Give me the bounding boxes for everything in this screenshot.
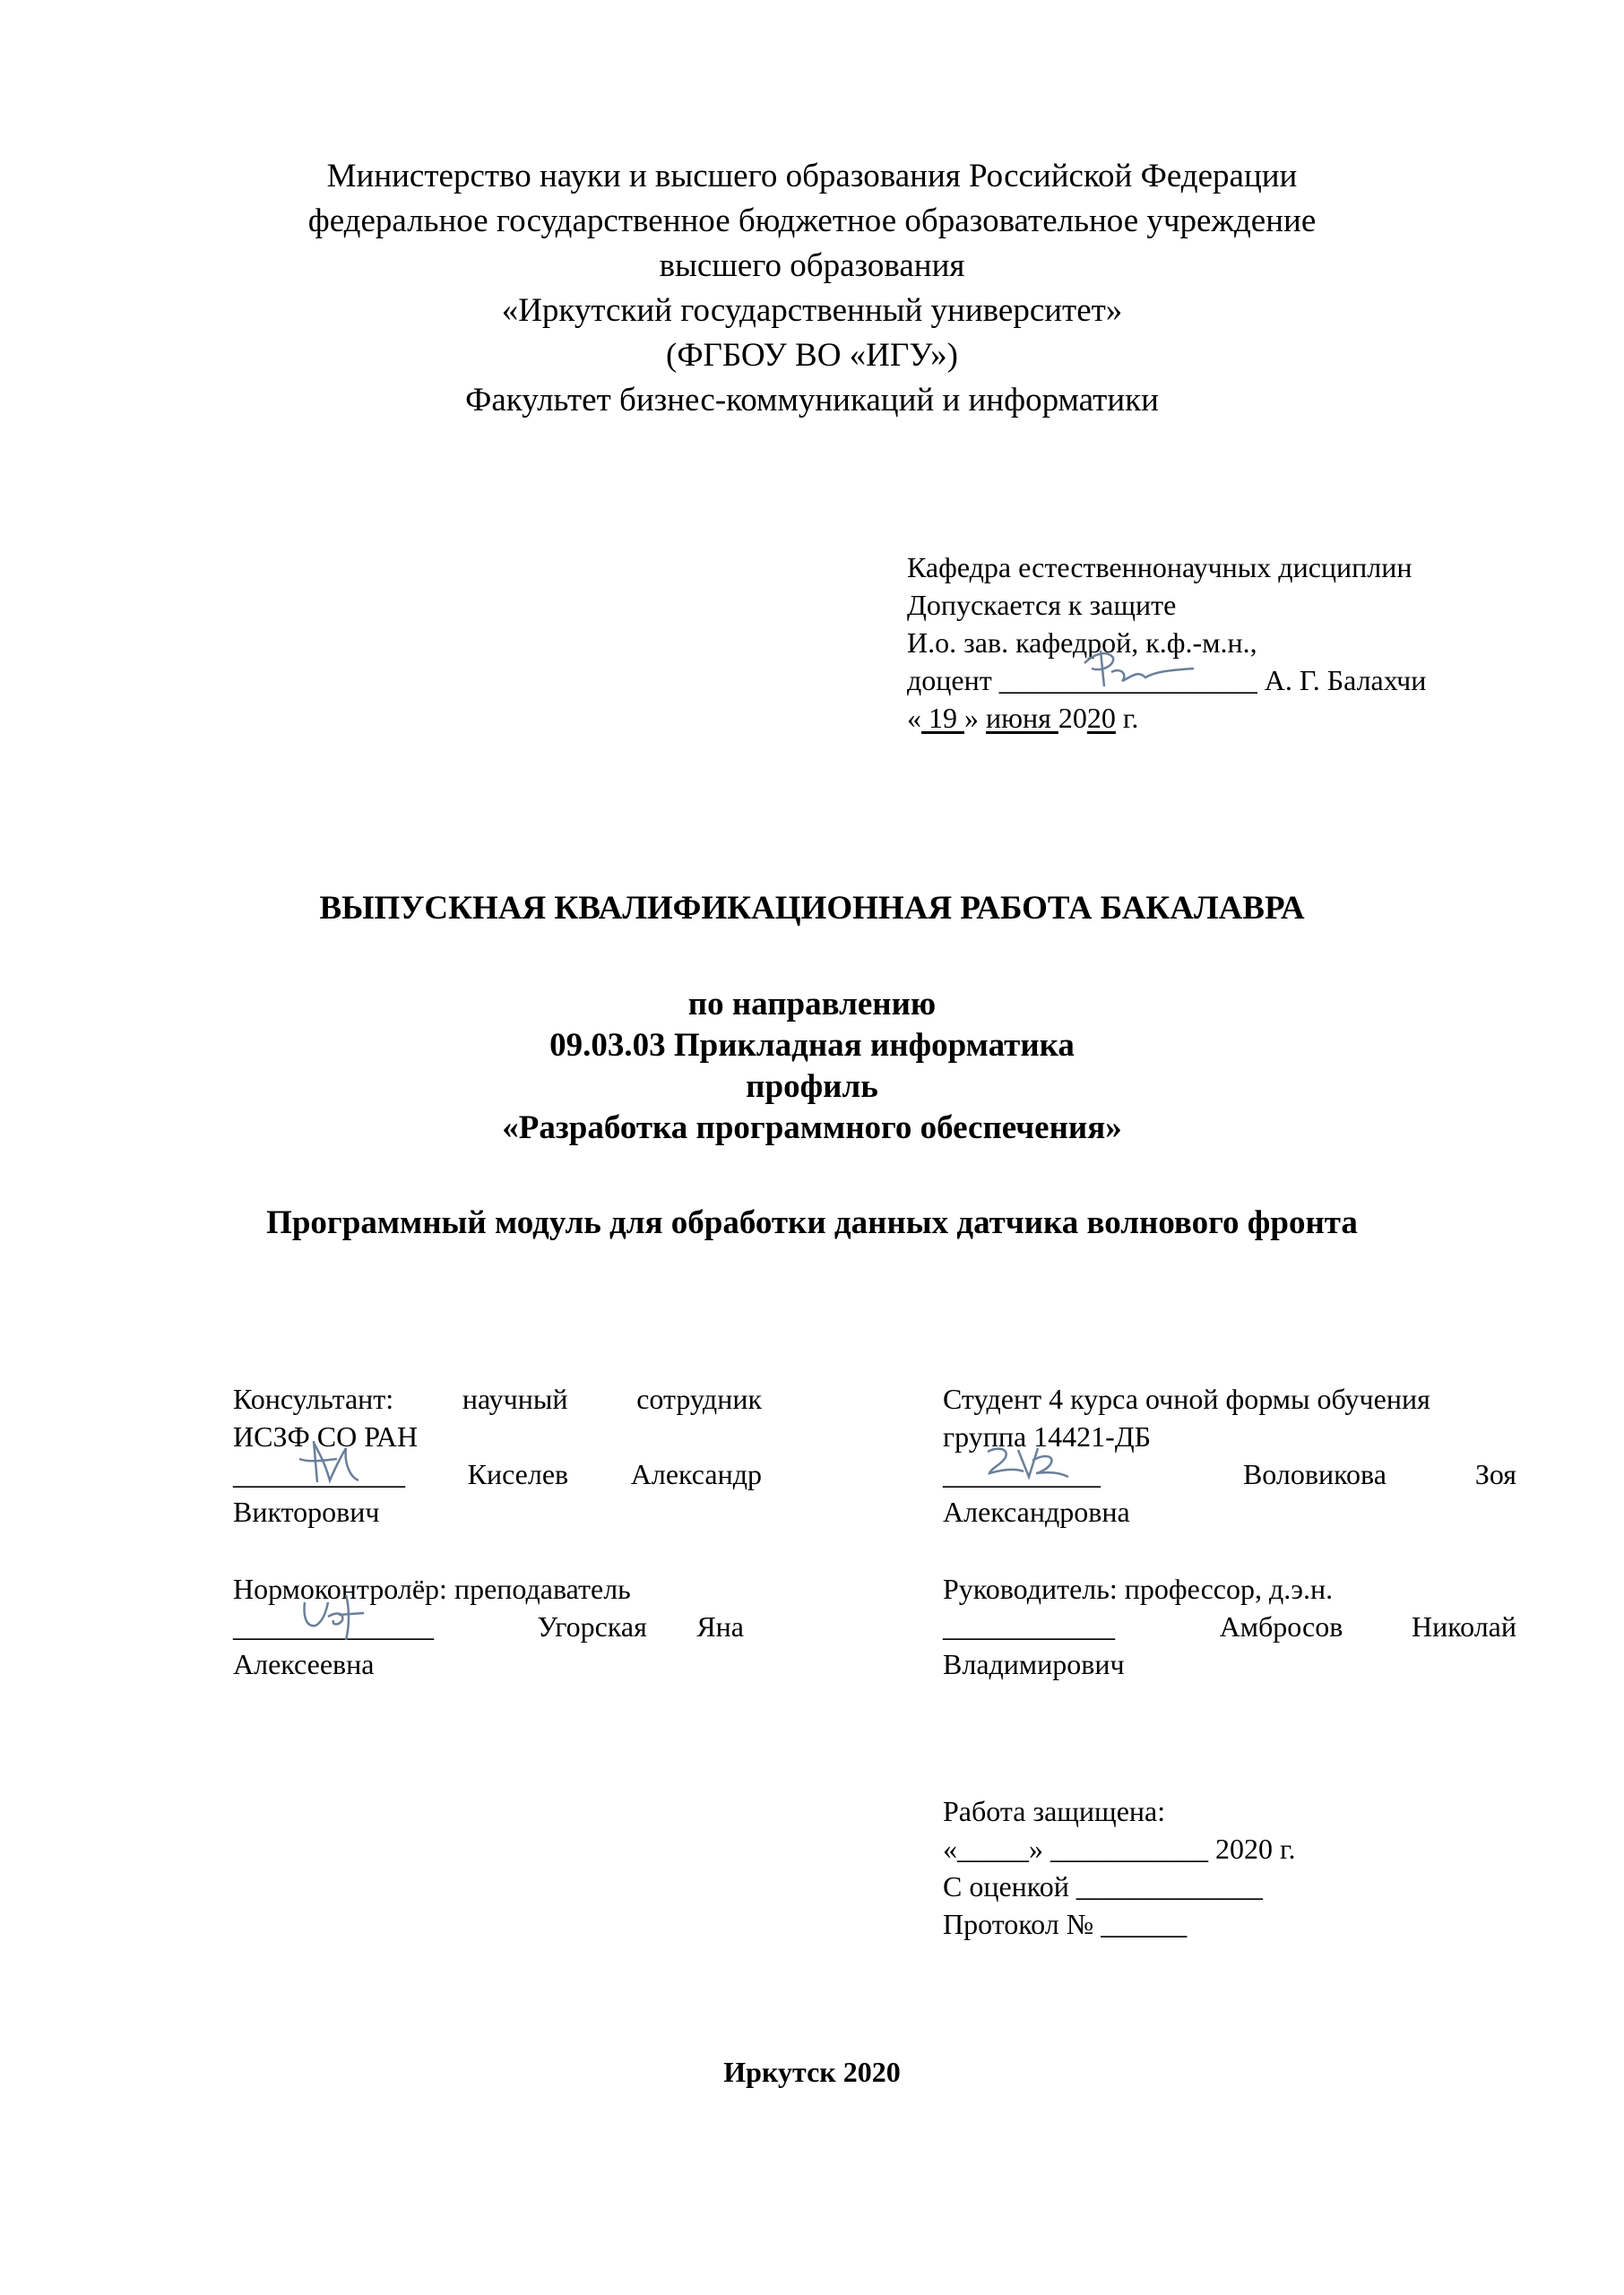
admission-line: Допускается к защите — [907, 589, 1177, 621]
consultant-org-line: ИСЗФ СО РАН — [233, 1420, 419, 1453]
university-abbr-line: (ФГБОУ ВО «ИГУ») — [666, 337, 958, 374]
normcontrol-signature-icon — [287, 1590, 385, 1644]
approval-date-line: « 19 » июня 2020 г. — [907, 702, 1139, 734]
approval-block — [907, 548, 1426, 737]
university-name-line: «Иркутский государственный университет» — [501, 292, 1123, 329]
student-course-line: Студент 4 курса очной формы обучения — [943, 1383, 1430, 1415]
education-level-line: высшего образования — [659, 247, 965, 284]
ministry-line: Министерство науки и высшего образования Российской Федерации — [326, 158, 1298, 194]
institution-type-line: федеральное государственное бюджетное образовательное учреждение — [307, 203, 1317, 239]
normcontrol-patronymic: Алексеевна — [233, 1648, 375, 1680]
head-signature-line: доцент __________________ А. Г. Балахчи — [907, 661, 1426, 699]
work-topic: Программный модуль для обработки данных датчика волнового фронта — [266, 1204, 1358, 1241]
institution-header — [0, 154, 1624, 423]
defense-block — [943, 1792, 1296, 1943]
normcontrol-block — [233, 1570, 762, 1683]
student-block — [943, 1380, 1516, 1531]
supervisor-patronymic: Владимирович — [943, 1648, 1125, 1680]
defense-title-line: Работа защищена: — [943, 1795, 1166, 1827]
defense-grade-line: С оценкой _____________ — [943, 1870, 1263, 1902]
defense-protocol-line: Протокол № ______ — [943, 1908, 1188, 1940]
consultant-title-line: Консультант: научный сотрудник — [233, 1383, 762, 1415]
department-line: Кафедра естественнонаучных дисциплин — [907, 551, 1412, 583]
supervisor-signature-line: ____________ Амбросов Николай — [943, 1610, 1516, 1643]
city-year: Иркутск 2020 — [723, 2056, 901, 2088]
normcontrol-signature-line: ______________ Угорская Яна — [233, 1608, 744, 1645]
head-signature-icon — [1068, 645, 1203, 694]
head-name: А. Г. Балахчи — [1264, 664, 1427, 696]
direction-code: 09.03.03 Прикладная информатика — [549, 1027, 1075, 1064]
head-title-line: И.о. зав. кафедрой, к.ф.-м.н., — [907, 626, 1257, 659]
profile-name: «Разработка программного обеспечения» — [502, 1109, 1122, 1146]
consultant-patronymic: Викторович — [233, 1496, 380, 1528]
faculty-line: Факультет бизнес-коммуникаций и информатики — [465, 382, 1159, 418]
supervisor-title-line: Руководитель: профессор, д.э.н. — [943, 1573, 1334, 1605]
student-patronymic: Александровна — [943, 1496, 1130, 1528]
normcontrol-title-line: Нормоконтролёр: преподаватель — [233, 1573, 631, 1605]
profile-label: профиль — [746, 1068, 878, 1105]
consultant-block — [233, 1380, 762, 1531]
student-signature-icon — [979, 1437, 1077, 1491]
direction-block — [0, 984, 1624, 1149]
consultant-signature-icon — [287, 1432, 385, 1495]
student-signature-line: ___________ Воловикова Зоя — [943, 1455, 1516, 1493]
direction-label: по направлению — [687, 986, 937, 1022]
consultant-signature-line: ____________ Киселев Александр — [233, 1455, 762, 1493]
work-title: ВЫПУСКНАЯ КВАЛИФИКАЦИОННАЯ РАБОТА БАКАЛАВРА — [319, 890, 1305, 927]
defense-date-line: «_____» ___________ 2020 г. — [943, 1833, 1296, 1865]
supervisor-block — [943, 1570, 1516, 1683]
student-group-line: группа 14421-ДБ — [943, 1420, 1152, 1453]
